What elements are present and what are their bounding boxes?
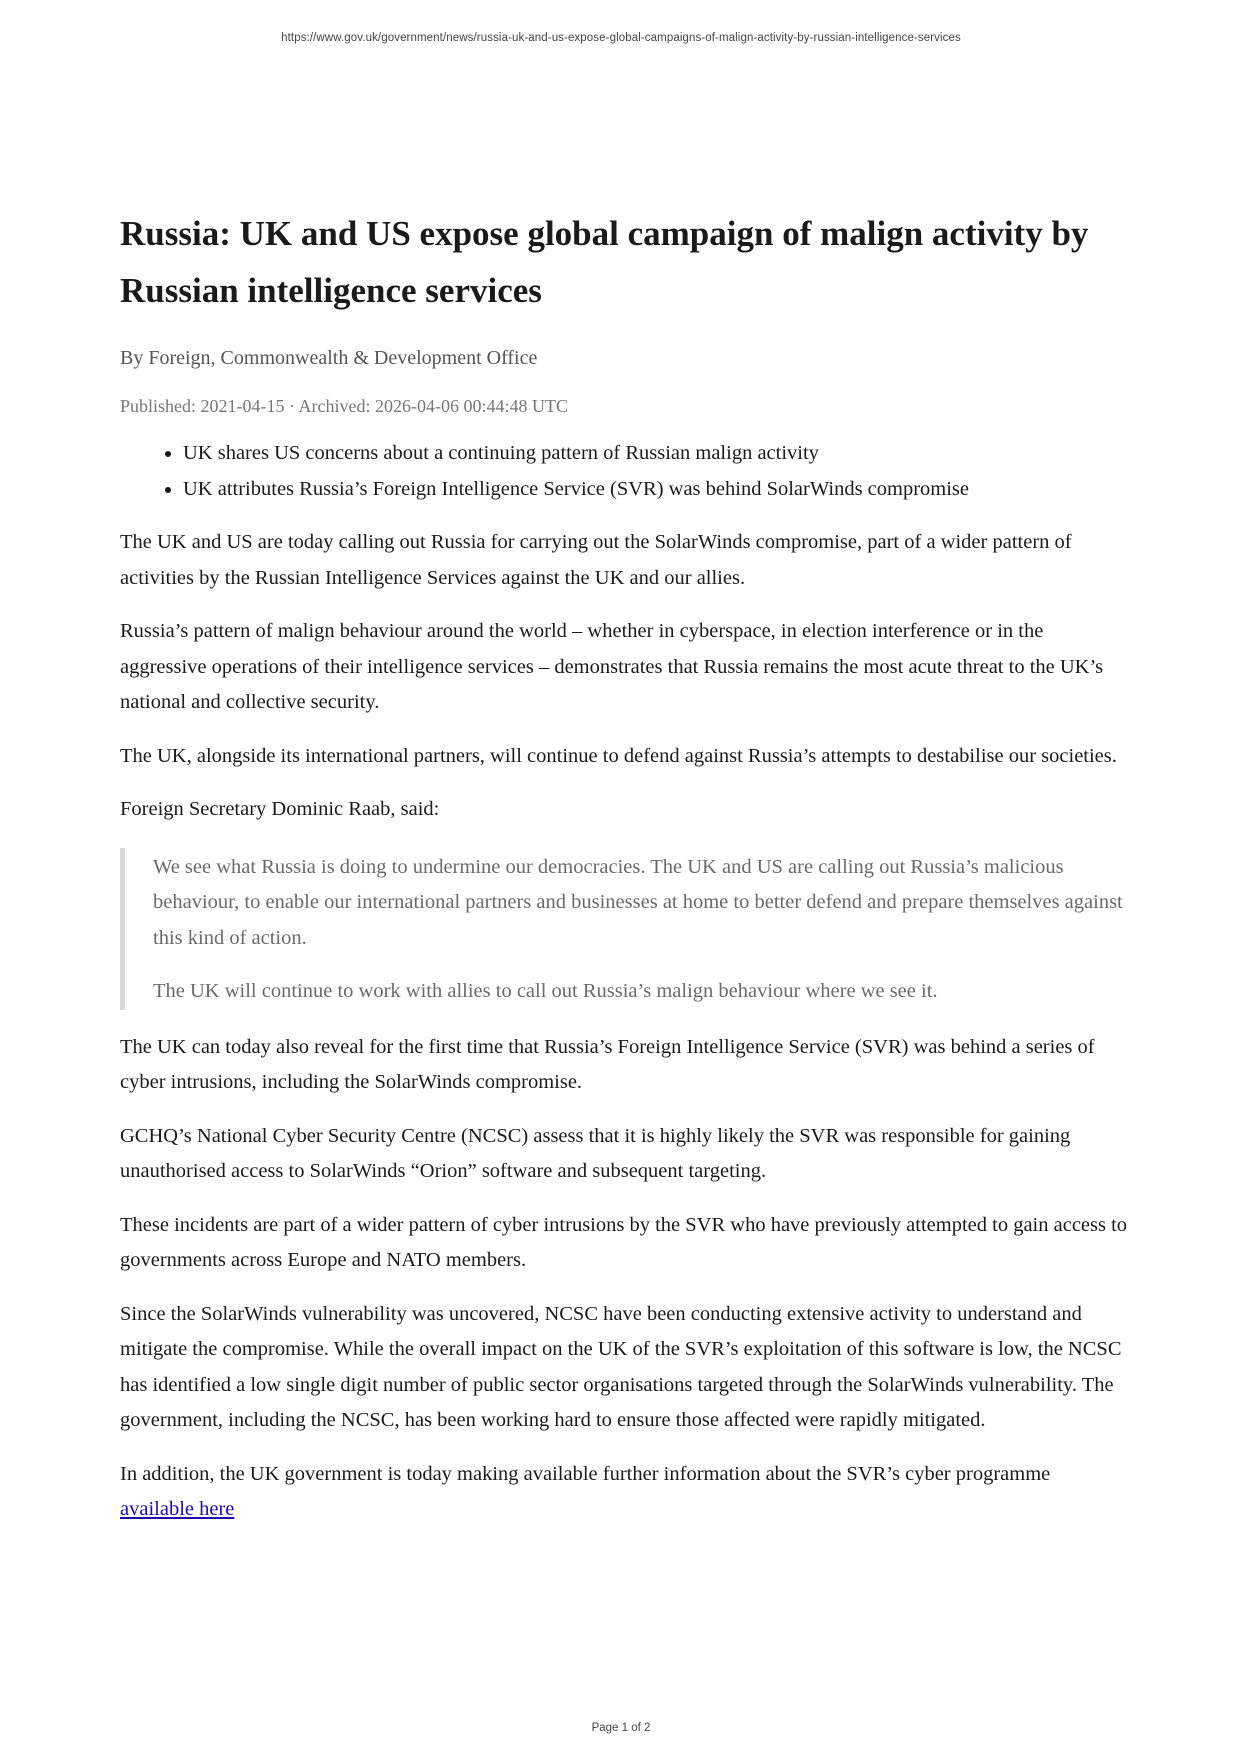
summary-bullet-list bbox=[120, 435, 1130, 507]
quote-paragraph: The UK will continue to work with allies to call out Russia’s malign behaviour where we see it. bbox=[153, 980, 938, 1002]
body-paragraph: GCHQ’s National Cyber Security Centre (NCSC) assess that it is highly likely the SVR was responsible for gaining unauthorised access to SolarWinds “Orion” software and subsequent targeting. bbox=[120, 1124, 1071, 1182]
body-paragraph: The UK and US are today calling out Russia for carrying out the SolarWinds compromise, part of a wider pattern of activities by the Russian Intelligence Services against the UK and our allies. bbox=[120, 531, 1072, 589]
body-paragraph: Russia’s pattern of malign behaviour around the world – whether in cyberspace, in election interference or in the aggressive operations of their intelligence services – demonstrates that Russia remains the most acute threat to the UK’s national and collective security. bbox=[120, 620, 1104, 713]
page-number-footer: Page 1 of 2 bbox=[591, 1722, 651, 1734]
foreign-secretary-quote bbox=[120, 848, 1130, 1010]
available-here-link[interactable]: available here bbox=[120, 1498, 235, 1520]
article-publication-meta: Published: 2021-04-15 · Archived: 2026-04-06 00:44:48 UTC bbox=[120, 396, 568, 416]
summary-bullet-item: • UK shares US concerns about a continuing pattern of Russian malign activity bbox=[183, 435, 1130, 471]
final-paragraph-text: In addition, the UK government is today making available further information about the SVR’s cyber programme bbox=[120, 1462, 1051, 1485]
quote-paragraph: We see what Russia is doing to undermine our democracies. The UK and US are calling out Russia’s malicious behaviour, to enable our international partners and businesses at home to better defend and prepare themselves against this kind of action. bbox=[153, 855, 1123, 949]
quote-attribution: Foreign Secretary Dominic Raab, said: bbox=[120, 798, 440, 820]
article-byline: By Foreign, Commonwealth & Development Office bbox=[120, 347, 538, 369]
body-paragraph: The UK can today also reveal for the first time that Russia’s Foreign Intelligence Service (SVR) was behind a series of cyber intrusions, including the SolarWinds compromise. bbox=[120, 1035, 1095, 1093]
page-url-header: https://www.gov.uk/government/news/russia-uk-and-us-expose-global-campaigns-of-malign-activity-by-russian-intelligence-services bbox=[281, 32, 961, 44]
final-paragraph bbox=[120, 1457, 1130, 1528]
body-paragraph: The UK, alongside its international partners, will continue to defend against Russia’s attempts to destabilise our societies. bbox=[120, 744, 1117, 767]
body-paragraph: Since the SolarWinds vulnerability was uncovered, NCSC have been conducting extensive activity to understand and mitigate the compromise. While the overall impact on the UK of the SVR’s exploitation of this software is low, the NCSC has identified a low single digit number of public sector organisations targeted through the SolarWinds vulnerability. The government, including the NCSC, has been working hard to ensure those affected were rapidly mitigated. bbox=[120, 1302, 1122, 1431]
summary-bullet-item: • UK attributes Russia’s Foreign Intelligence Service (SVR) was behind SolarWinds compromise bbox=[183, 471, 1130, 507]
article-content bbox=[120, 205, 1130, 1528]
article-title: Russia: UK and US expose global campaign of malign activity by Russian intelligence services bbox=[120, 214, 1089, 310]
body-paragraph: These incidents are part of a wider pattern of cyber intrusions by the SVR who have previously attempted to gain access to governments across Europe and NATO members. bbox=[120, 1213, 1128, 1271]
